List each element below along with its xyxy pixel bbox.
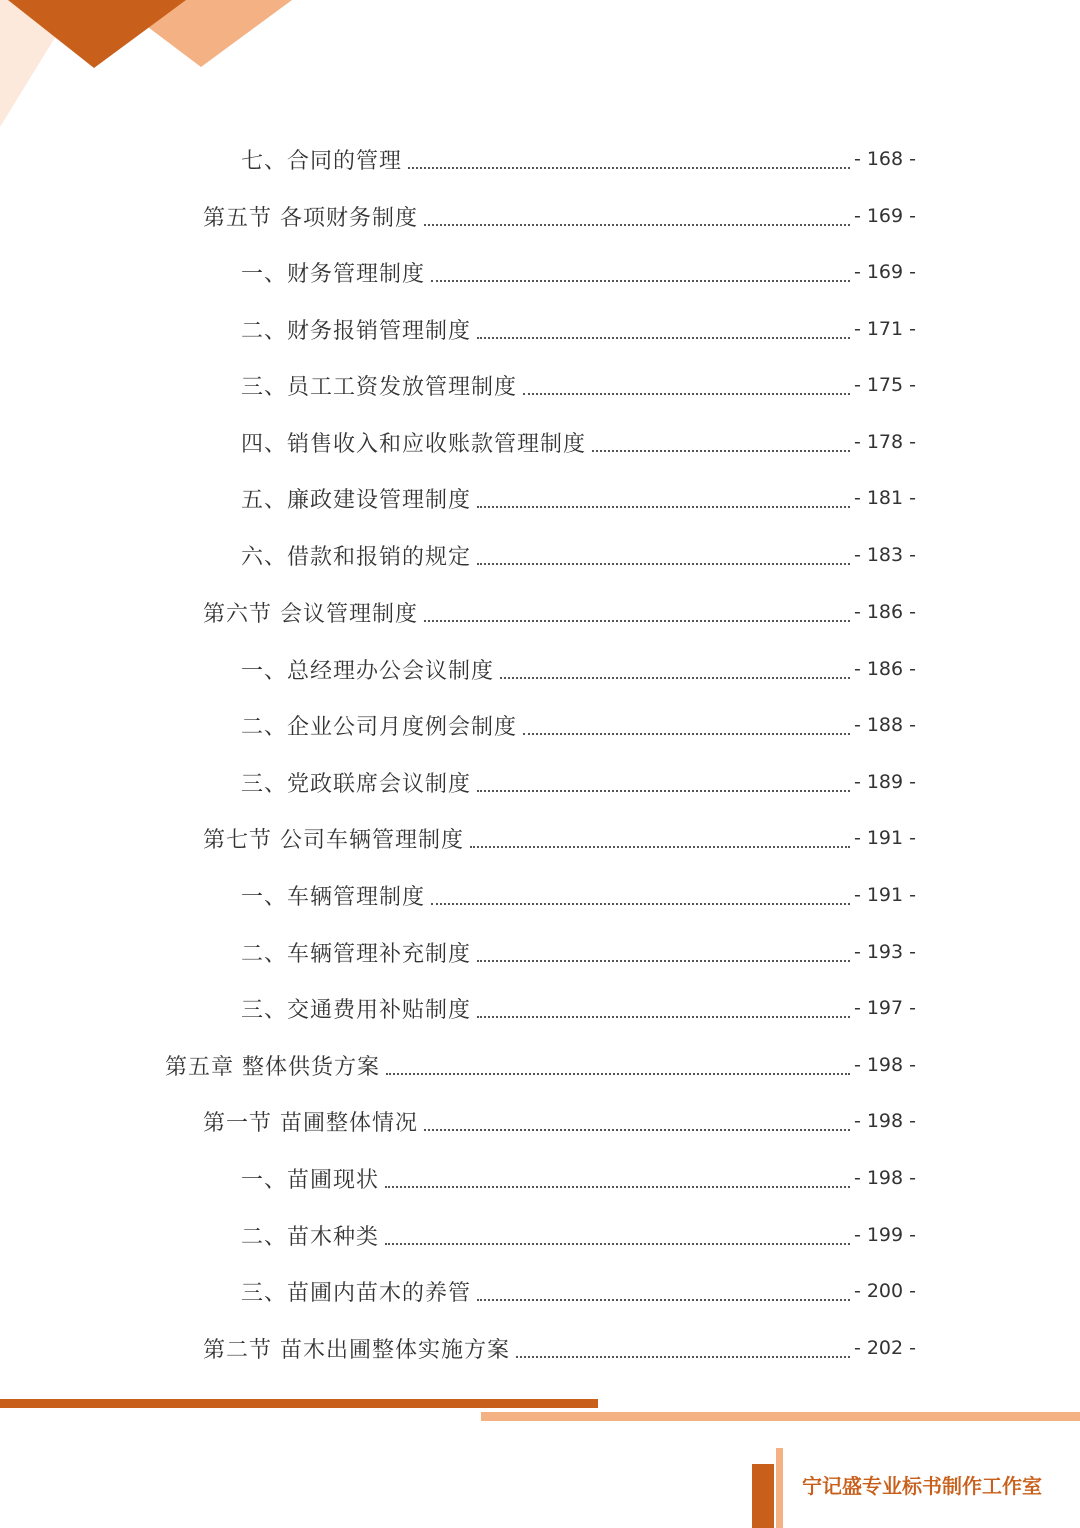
dot-leader <box>424 223 850 226</box>
toc-entry-page: - 175 - <box>853 374 916 396</box>
dot-leader <box>431 902 850 905</box>
toc-entry-title: 一、车辆管理制度 <box>241 884 426 910</box>
toc-entry[interactable] <box>203 1320 916 1376</box>
toc-entry-title: 一、苗圃现状 <box>241 1167 380 1193</box>
toc-entry-title: 六、借款和报销的规定 <box>241 544 472 570</box>
dot-leader <box>386 1072 850 1075</box>
dot-leader <box>408 166 850 169</box>
toc-entry-page: - 181 - <box>853 487 916 509</box>
toc-entry-page: - 168 - <box>853 148 916 170</box>
toc-entry[interactable] <box>241 1263 916 1319</box>
toc-entry-title: 第二节 苗木出圃整体实施方案 <box>203 1337 510 1363</box>
toc-entry-page: - 183 - <box>853 544 916 566</box>
dot-leader <box>477 959 850 962</box>
dot-leader <box>477 562 850 565</box>
footer-accent-block-light <box>776 1448 783 1528</box>
footer-accent-block-dark <box>752 1464 774 1528</box>
toc-entry-page: - 198 - <box>853 1110 916 1132</box>
toc-entry-page: - 199 - <box>853 1224 916 1246</box>
toc-entry-page: - 191 - <box>853 884 916 906</box>
toc-entry[interactable] <box>241 924 916 980</box>
dot-leader <box>477 789 850 792</box>
dot-leader <box>477 336 850 339</box>
toc-entry-page: - 200 - <box>853 1280 916 1302</box>
toc-entry-title: 三、党政联席会议制度 <box>241 771 472 797</box>
dot-leader <box>385 1242 850 1245</box>
toc-entry-page: - 171 - <box>853 318 916 340</box>
toc-entry-page: - 191 - <box>853 827 916 849</box>
toc-entry-title: 二、车辆管理补充制度 <box>241 941 472 967</box>
toc-entry-page: - 193 - <box>853 941 916 963</box>
toc-entry[interactable] <box>165 1037 916 1093</box>
toc-entry-page: - 188 - <box>853 714 916 736</box>
toc-entry-page: - 169 - <box>853 261 916 283</box>
toc-entry-page: - 178 - <box>853 431 916 453</box>
toc-entry-page: - 169 - <box>853 205 916 227</box>
toc-entry-page: - 197 - <box>853 997 916 1019</box>
dot-leader <box>500 676 850 679</box>
toc-entry-title: 三、苗圃内苗木的养管 <box>241 1280 472 1306</box>
toc-entry-title: 三、员工工资发放管理制度 <box>241 374 518 400</box>
toc-entry[interactable] <box>241 470 916 526</box>
toc-entry-title: 五、廉政建设管理制度 <box>241 487 472 513</box>
toc-entry-page: - 202 - <box>853 1337 916 1359</box>
dot-leader <box>431 279 850 282</box>
toc-entry[interactable] <box>241 1207 916 1263</box>
toc-entry-title: 第五节 各项财务制度 <box>203 205 418 231</box>
dot-leader <box>477 1015 850 1018</box>
toc-entry-title: 第五章 整体供货方案 <box>165 1054 380 1080</box>
footer-bar-light <box>481 1412 1080 1421</box>
toc-entry[interactable] <box>241 414 916 470</box>
dot-leader <box>477 505 850 508</box>
dot-leader <box>424 619 850 622</box>
toc-entry-title: 二、苗木种类 <box>241 1224 380 1250</box>
toc-entry-title: 四、销售收入和应收账款管理制度 <box>241 431 587 457</box>
dot-leader <box>470 845 850 848</box>
toc-entry-page: - 189 - <box>853 771 916 793</box>
toc-entry[interactable] <box>241 357 916 413</box>
toc-entry[interactable] <box>241 980 916 1036</box>
toc-entry-title: 一、总经理办公会议制度 <box>241 658 495 684</box>
toc-entry-page: - 198 - <box>853 1054 916 1076</box>
toc-entry[interactable] <box>241 754 916 810</box>
dot-leader <box>385 1185 850 1188</box>
toc-entry-title: 第六节 会议管理制度 <box>203 601 418 627</box>
corner-decoration <box>0 0 300 130</box>
dot-leader <box>516 1355 850 1358</box>
dot-leader <box>477 1298 850 1301</box>
toc-entry-title: 二、企业公司月度例会制度 <box>241 714 518 740</box>
toc-entry[interactable] <box>203 188 916 244</box>
footer-brand-text: 宁记盛专业标书制作工作室 <box>802 1474 1042 1498</box>
dot-leader <box>424 1128 850 1131</box>
toc-entry[interactable] <box>203 810 916 866</box>
toc-entry-title: 二、财务报销管理制度 <box>241 318 472 344</box>
toc-entry-title: 第七节 公司车辆管理制度 <box>203 827 464 853</box>
toc-entry[interactable] <box>241 697 916 753</box>
toc-entry-page: - 186 - <box>853 658 916 680</box>
toc-entry[interactable] <box>241 867 916 923</box>
toc-entry[interactable] <box>203 584 916 640</box>
toc-entry-title: 三、交通费用补贴制度 <box>241 997 472 1023</box>
dot-leader <box>523 732 850 735</box>
toc-entry[interactable] <box>241 527 916 583</box>
toc-entry-page: - 186 - <box>853 601 916 623</box>
dot-leader <box>523 392 850 395</box>
toc-entry[interactable] <box>241 301 916 357</box>
dot-leader <box>592 449 850 452</box>
toc-entry[interactable] <box>241 1150 916 1206</box>
toc-entry-title: 七、合同的管理 <box>241 148 403 174</box>
toc-entry[interactable] <box>203 1093 916 1149</box>
toc-entry[interactable] <box>241 131 916 187</box>
toc-entry-page: - 198 - <box>853 1167 916 1189</box>
toc-entry[interactable] <box>241 244 916 300</box>
toc-entry-title: 第一节 苗圃整体情况 <box>203 1110 418 1136</box>
toc-entry-title: 一、财务管理制度 <box>241 261 426 287</box>
footer-bar-dark <box>0 1399 598 1408</box>
toc-entry[interactable] <box>241 641 916 697</box>
